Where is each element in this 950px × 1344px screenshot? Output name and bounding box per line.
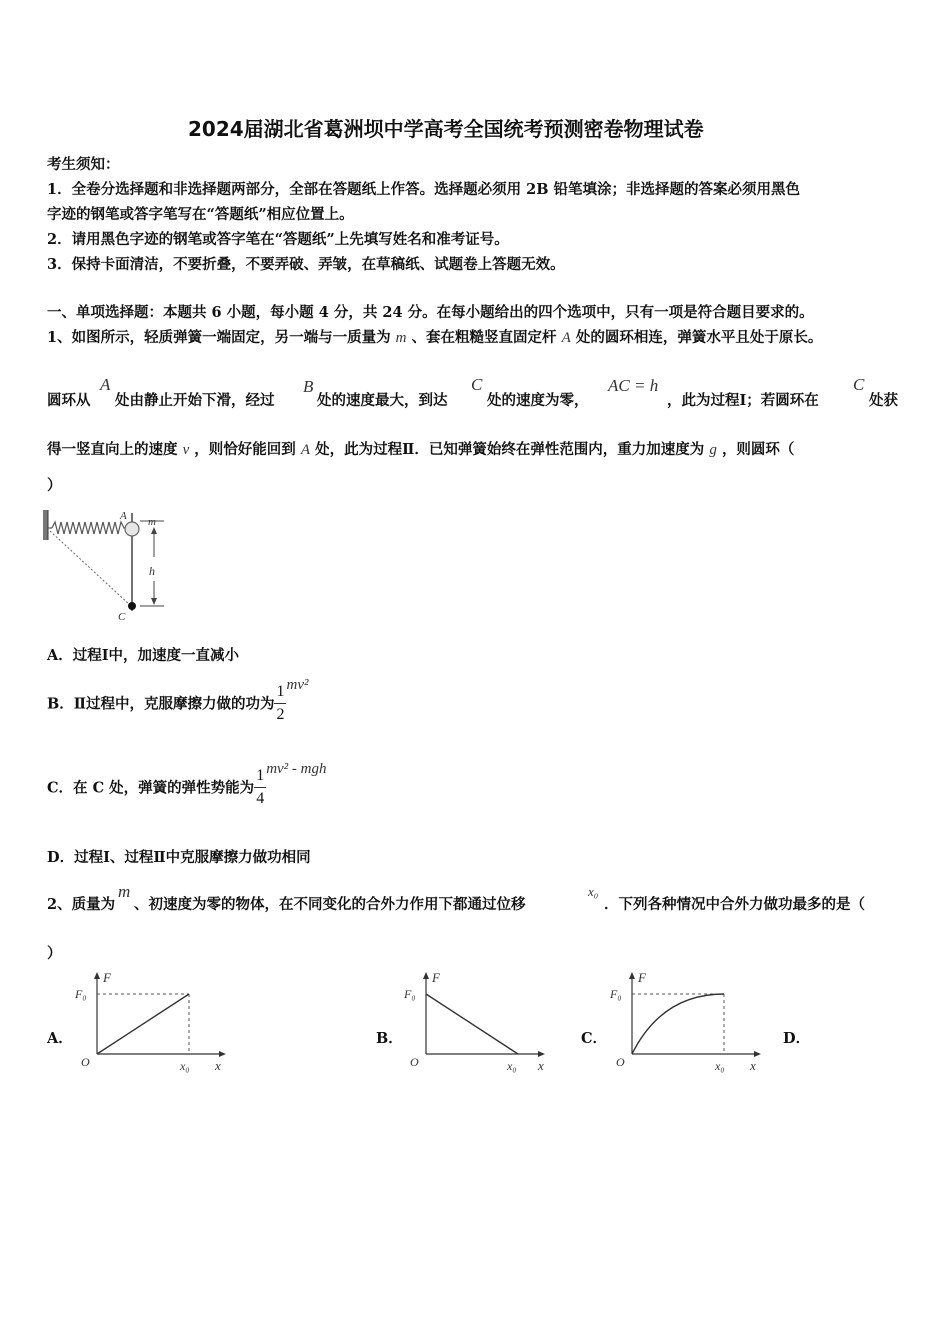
q1-l3-var-v: v — [182, 442, 190, 458]
q1-line-3 — [47, 438, 794, 459]
fig-label-h: h — [149, 564, 155, 578]
q2-l1-text-c: ．下列各种情况中合外力做功最多的是（ — [604, 896, 865, 913]
q1-l1-var-m: m — [395, 330, 407, 346]
section-heading: 一、单项选择题：本题共 6 小题，每小题 4 分，共 24 分。在每小题给出的四个选项中，只有一项是符合题目要求的。 — [47, 304, 814, 321]
q1-l3-var-a: A — [300, 442, 311, 458]
q1-line-1 — [47, 326, 822, 347]
q1-line-4: ） — [47, 477, 62, 494]
label-x0: x₀ — [715, 1059, 725, 1073]
label-f0: F₀ — [75, 987, 87, 1001]
fig-label-m: m — [148, 516, 156, 528]
label-origin: O — [81, 1055, 90, 1069]
q1-option-c-denominator: 4 — [256, 789, 265, 807]
q2-l1-text-a: 2、质量为 — [47, 896, 116, 913]
fig-label-c: C — [118, 611, 126, 623]
q1-option-b-expression: mv² — [286, 677, 309, 693]
label-x: x — [538, 1058, 544, 1073]
label-origin: O — [616, 1055, 625, 1069]
q1-option-b-numerator: 1 — [274, 684, 286, 704]
dashed-line — [50, 531, 131, 606]
q1-option-c-expression: mv² - mgh — [266, 761, 327, 777]
q1-option-c — [47, 761, 327, 807]
q1-option-b-denominator: 2 — [276, 705, 285, 723]
label-x: x — [215, 1058, 221, 1073]
notice-heading: 考生须知： — [47, 156, 120, 173]
label-f: F — [432, 970, 440, 985]
q1-l2-var-a: A — [100, 375, 111, 394]
q1-l3-text-b: ，则恰好能回到 — [194, 441, 296, 458]
label-f0: F₀ — [610, 987, 622, 1001]
point-c — [128, 602, 136, 610]
q1-l2-text-f: 处获 — [869, 392, 898, 409]
notice-item-1-line-1: 1．全卷分选择题和非选择题两部分，全部在答题纸上作答。选择题必须用 2B 铅笔填涂；非选择题的答案必须用黑色 — [47, 181, 801, 198]
label-f: F — [638, 970, 646, 985]
page-title: 2024届湖北省葛洲坝中学高考全国统考预测密卷物理试卷 — [188, 117, 704, 141]
force-curve — [97, 994, 189, 1054]
q1-option-c-numerator: 1 — [254, 768, 266, 788]
q1-option-c-fraction — [254, 768, 266, 807]
label-f: F — [103, 970, 111, 985]
q1-l1-var-a: A — [561, 330, 571, 346]
force-curve — [632, 994, 724, 1054]
q1-l3-var-g: g — [709, 442, 717, 458]
q2-option-d-label: D． — [783, 1030, 811, 1047]
q1-l2-text-c: 处的速度最大，到达 — [317, 392, 448, 409]
q2-option-b-label: B． — [376, 1030, 403, 1047]
q1-l2-text-e: ，此为过程Ⅰ；若圆环在 — [667, 392, 819, 409]
q2-l1-var-x0: x₀ — [588, 884, 599, 899]
q1-l2-text-d: 处的速度为零， — [487, 392, 589, 409]
q1-option-b-text: B．Ⅱ过程中，克服摩擦力做的功为 — [47, 695, 275, 713]
label-x: x — [750, 1058, 756, 1073]
notice-item-3: 3．保持卡面清洁，不要折叠，不要弄破、弄皱，在草稿纸、试题卷上答题无效。 — [47, 256, 565, 273]
q1-l3-text-d: ，则圆环（ — [721, 441, 795, 458]
label-x0: x₀ — [507, 1059, 517, 1073]
q1-l3-text-c: 处，此为过程Ⅱ．已知弹簧始终在弹性范围内，重力加速度为 — [315, 441, 705, 458]
force-curve — [426, 994, 518, 1054]
q1-option-b-fraction — [274, 684, 286, 723]
label-origin: O — [410, 1055, 419, 1069]
q1-l2-text-a: 圆环从 — [47, 392, 91, 409]
q1-l2-var-c2: C — [853, 375, 865, 394]
notice-item-1-line-2: 字迹的钢笔或答字笔写在“答题纸”相应位置上。 — [47, 206, 354, 223]
q1-option-a: A．过程Ⅰ中，加速度一直减小 — [47, 647, 240, 664]
q2-graph-b — [401, 966, 561, 1078]
q1-l2-var-c: C — [471, 375, 483, 394]
wall — [43, 510, 48, 540]
q1-figure — [40, 505, 180, 625]
q1-l2-text-b: 处由静止开始下滑，经过 — [115, 392, 275, 409]
q1-l1-text-b: 、套在粗糙竖直固定杆 — [411, 329, 557, 346]
ring — [125, 522, 139, 536]
q2-graph-c — [607, 966, 767, 1078]
q1-l2-var-b: B — [303, 377, 314, 396]
q2-graph-a — [72, 966, 232, 1078]
spring — [52, 522, 130, 534]
notice-item-2: 2．请用黑色字迹的钢笔或答字笔在“答题纸”上先填写姓名和准考证号。 — [47, 231, 509, 248]
label-f0: F₀ — [404, 987, 416, 1001]
q2-l1-text-b: 、初速度为零的物体，在不同变化的合外力作用下都通过位移 — [134, 896, 526, 913]
q1-l2-equation: AC = h — [608, 376, 659, 395]
q1-l3-text-a: 得一竖直向上的速度 — [47, 441, 178, 458]
q1-option-c-text: C．在 C 处，弹簧的弹性势能为 — [47, 779, 255, 797]
fig-label-a: A — [120, 510, 127, 522]
q2-l1-var-m: m — [118, 882, 131, 901]
q1-option-b — [47, 677, 308, 723]
q2-option-a-label: A． — [47, 1030, 73, 1047]
q2-option-c-label: C． — [581, 1030, 608, 1047]
label-x0: x₀ — [180, 1059, 190, 1073]
q1-option-d: D．过程Ⅰ、过程Ⅱ中克服摩擦力做功相同 — [47, 849, 311, 866]
q1-l1-text-a: 1、如图所示，轻质弹簧一端固定，另一端与一质量为 — [47, 329, 391, 346]
q2-line-2: ） — [47, 945, 62, 962]
q1-l1-text-c: 处的圆环相连，弹簧水平且处于原长。 — [575, 329, 823, 346]
